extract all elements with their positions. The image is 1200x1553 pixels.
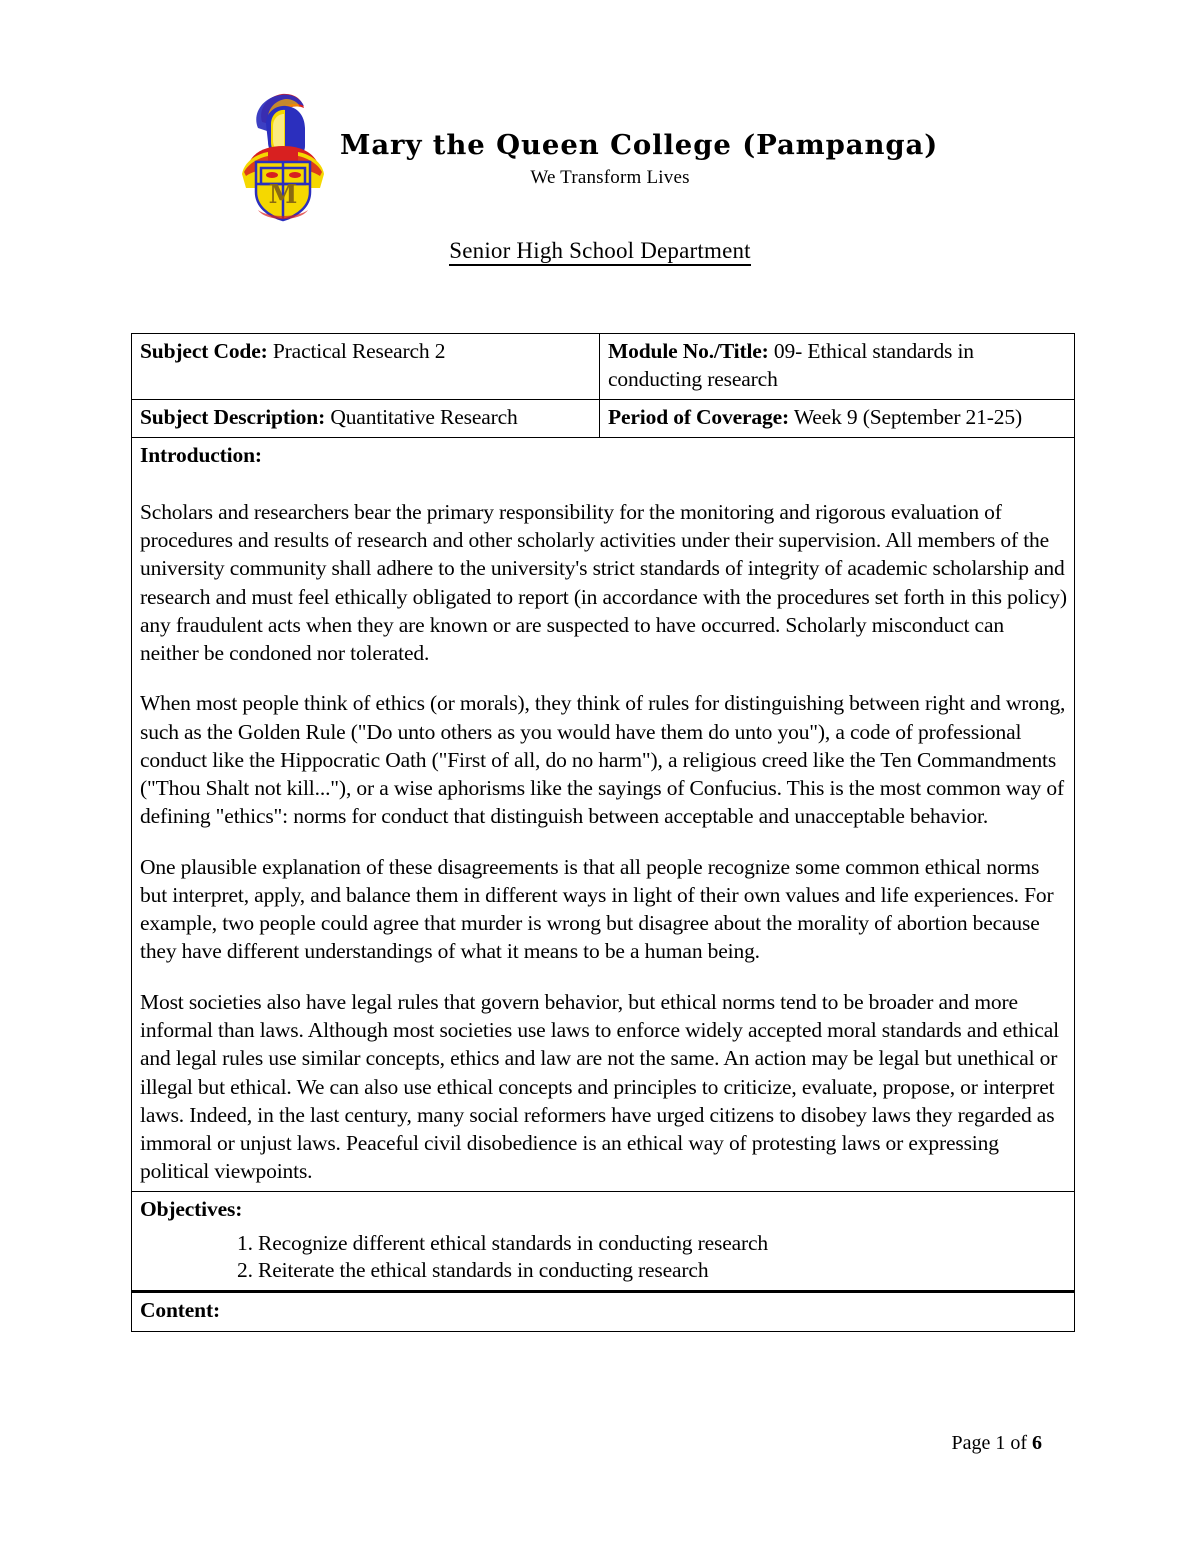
objective-item: 2. Reiterate the ethical standards in conducting research	[237, 1258, 709, 1283]
objectives-list	[140, 1230, 1067, 1286]
objective-item: 1. Recognize different ethical standards in conducting research	[237, 1230, 769, 1255]
module-info-table	[131, 333, 1075, 1332]
cell-subject-code	[132, 334, 600, 400]
period-value: Week 9 (September 21-25)	[789, 404, 1022, 429]
svg-text:M: M	[268, 180, 298, 210]
introduction-label: Introduction:	[140, 442, 262, 467]
college-name: Mary the Queen College (Pampanga)	[340, 129, 939, 161]
introduction-paragraph: Scholars and researchers bear the primary responsibility for the monitoring and rigorous evaluation of procedures and results of research and other scholarly activities under their supervision. All members of the university community shall adhere to the university's strict standards of integrity of academic scholarship and research and must feel ethically obligated to report (in accordance with the procedures set forth in this policy) any fraudulent acts when they are known or are suspected to have occurred. Scholarly misconduct can neither be condoned nor tolerated.	[140, 499, 1067, 666]
cell-subject-description	[132, 399, 600, 437]
period-label: Period of Coverage:	[608, 404, 790, 429]
introduction-paragraph: When most people think of ethics (or morals), they think of rules for distinguishing between right and wrong, such as the Golden Rule ("Do unto others as you would have them do unto you"), a code of professional conduct like the Hippocratic Oath ("First of all, do no harm"), a religious creed like the Ten Commandments ("Thou Shalt not kill..."), or a wise aphorisms like the sayings of Confucius. This is the most common way of defining "ethics": norms for conduct that distinguish between acceptable and unacceptable behavior.	[140, 691, 1066, 829]
introduction-paragraph: One plausible explanation of these disagreements is that all people recognize some common ethical norms but interpret, apply, and balance them in different ways in light of their own values and life experiences. For example, two people could agree that murder is wrong but disagree about the morality of abortion because they have different understandings of what it means to be a human being.	[140, 854, 1054, 964]
introduction-spacer	[140, 476, 1067, 498]
objectives-label: Objectives:	[140, 1196, 243, 1221]
cell-objectives	[132, 1191, 1075, 1292]
table-row-subject-module	[132, 334, 1075, 400]
document-header	[0, 78, 1200, 228]
subject-code-label: Subject Code:	[140, 339, 268, 363]
table-row-introduction	[132, 437, 1075, 1191]
cell-introduction	[132, 437, 1075, 1191]
cell-period-of-coverage	[600, 399, 1075, 437]
cell-content	[132, 1292, 1075, 1332]
subject-description-label: Subject Description:	[140, 404, 326, 429]
department-heading	[0, 238, 1200, 264]
cell-module-title	[600, 334, 1075, 400]
department-heading-text: Senior High School Department	[449, 238, 751, 266]
college-tagline: We Transform Lives	[530, 166, 690, 188]
introduction-paragraph: Most societies also have legal rules that govern behavior, but ethical norms tend to be broader and more informal than laws. Although most societies use laws to enforce widely accepted moral standards and ethical and legal rules use similar concepts, ethics and law are not the same. An action may be legal but unethical or illegal but ethical. We can also use ethical concepts and principles to criticize, evaluate, propose, or interpret laws. Indeed, in the last century, many social reformers have urged citizens to disobey laws they regarded as immoral or unjust laws. Peaceful civil disobedience is an ethical way of protesting laws or expressing political viewpoints.	[140, 989, 1059, 1184]
module-value: 09- Ethical standards in conducting research	[608, 339, 974, 391]
subject-description-value: Quantitative Research	[325, 404, 518, 429]
table-row-content	[132, 1292, 1075, 1332]
subject-code-value: Practical Research 2	[267, 339, 446, 363]
page-number-prefix: Page 1 of	[951, 1432, 1032, 1454]
page-footer	[0, 1432, 1042, 1455]
module-label: Module No./Title:	[608, 339, 769, 363]
table-row-objectives	[132, 1191, 1075, 1292]
page-number-total: 6	[1032, 1432, 1042, 1454]
content-label: Content:	[140, 1298, 221, 1323]
table-row-description-period	[132, 399, 1075, 437]
college-logo-icon	[228, 88, 338, 223]
header-text-block	[340, 129, 939, 190]
